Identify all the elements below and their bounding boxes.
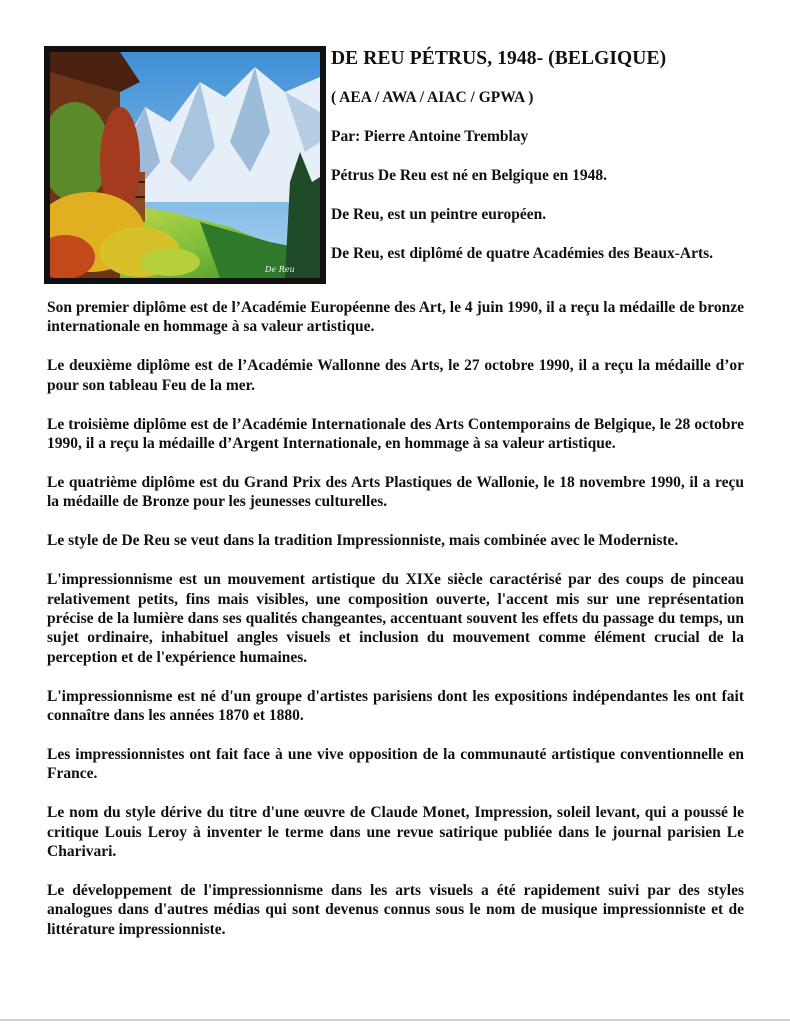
intro-line-3: De Reu, est diplômé de quatre Académies des Beaux-Arts.	[331, 245, 714, 262]
paragraph-10: Le développement de l'impressionnisme dans les arts visuels a été rapidement suivi par des styles analogues dans d'autres médias qui sont devenus connus sous le nom de musique impressionniste et de littérature impressionniste.	[47, 882, 744, 938]
intro-line-2: De Reu, est un peintre européen.	[331, 206, 547, 223]
author-line: Par: Pierre Antoine Tremblay	[331, 128, 529, 145]
paragraph-5: Le style de De Reu se veut dans la tradition Impressionniste, mais combinée avec le Moderniste.	[47, 532, 679, 550]
paragraph-9: Le nom du style dérive du titre d'une œuvre de Claude Monet, Impression, soleil levant, qui a poussé le critique Louis Leroy à inventer le terme dans une revue satirique publiée dans le journal parisien Le Charivari.	[47, 804, 744, 861]
paragraph-3: Le troisième diplôme est de l’Académie Internationale des Arts Contemporains de Belgique, le 28 octobre 1990, il a reçu la médaille d’Argent Internationale, en hommage à sa valeur artistique.	[47, 415, 744, 453]
painting-image	[44, 46, 326, 284]
page-bottom-edge	[0, 1019, 790, 1021]
intro-line-1: Pétrus De Reu est né en Belgique en 1948.	[331, 167, 607, 184]
painting-signature: De Reu	[265, 265, 295, 274]
paragraph-4: Le quatrième diplôme est du Grand Prix des Arts Plastiques de Wallonie, le 18 novembre 1990, il a reçu la médaille de Bronze pour les jeunesses culturelles.	[47, 473, 744, 511]
page-title: DE REU PÉTRUS, 1948- (BELGIQUE)	[331, 48, 667, 69]
paragraph-7: L'impressionnisme est né d'un groupe d'artistes parisiens dont les expositions indépendantes les ont fait connaître dans les années 1870 et 1880.	[47, 687, 744, 725]
paragraph-6: L'impressionnisme est un mouvement artistique du XIXe siècle caractérisé par des coups de pinceau relativement petits, fins mais visibles, une composition ouverte, l'accent mis sur une représentation précise de la lumière dans ses qualités changeantes, accentuant souvent les effets du passage du temps, un sujet ordinaire, inhabituel angles visuels et inclusion du mouvement comme élément crucial de la perception et de l'expérience humaines.	[47, 571, 744, 666]
mountain-landscape-painting	[50, 52, 320, 278]
paragraph-8: Les impressionnistes ont fait face à une vive opposition de la communauté artistique conventionnelle en France.	[47, 746, 744, 783]
article-body	[47, 298, 744, 959]
paragraph-2: Le deuxième diplôme est de l’Académie Wallonne des Arts, le 27 octobre 1990, il a reçu la médaille d’or pour son tableau Feu de la mer.	[47, 357, 744, 394]
academies-line: ( AEA / AWA / AIAC / GPWA )	[331, 89, 534, 106]
paragraph-1: Son premier diplôme est de l’Académie Européenne des Art, le 4 juin 1990, il a reçu la médaille de bronze internationale en hommage à sa valeur artistique.	[47, 299, 744, 336]
header-block	[331, 47, 751, 264]
